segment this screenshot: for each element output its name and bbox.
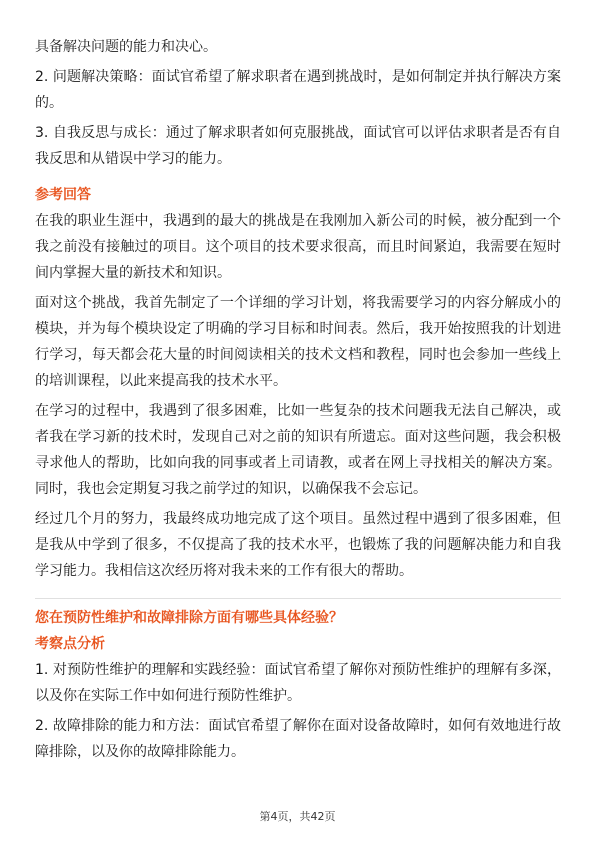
paragraph: 在学习的过程中，我遇到了很多困难，比如一些复杂的技术问题我无法自己解决，或者我在学习新的技术时，发现自己对之前的知识有所遗忘。面对这些问题，我会积极寻求他人的帮助，比如向我的同事或者上司请教，或者在网上寻找相关的解决方案。同时，我也会定期复习我之前学过的知识，以确保我不会忘记。 xyxy=(35,403,561,497)
reference-answer-heading: 参考回答 xyxy=(35,187,91,203)
paragraph: 面对这个挑战，我首先制定了一个详细的学习计划，将我需要学习的内容分解成小的模块，并为每个模块设定了明确的学习目标和时间表。然后，我开始按照我的计划进行学习，每天都会花大量的时间阅读相关的技术文档和教程，同时也会参加一些线上的培训课程，以此来提高我的技术水平。 xyxy=(35,295,561,389)
analysis-heading: 考察点分析 xyxy=(35,636,105,652)
paragraph: 1. 对预防性维护的理解和实践经验：面试官希望了解你对预防性维护的理解有多深，以及你在实际工作中如何进行预防性维护。 xyxy=(35,662,561,704)
paragraph: 2. 问题解决策略：面试官希望了解求职者在遇到挑战时，是如何制定并执行解决方案的。 xyxy=(35,69,561,111)
page-number: 第4页，共42页 xyxy=(259,810,336,823)
paragraph: 经过几个月的努力，我最终成功地完成了这个项目。虽然过程中遇到了很多困难，但是我从中学到了很多，不仅提高了我的技术水平，也锻炼了我的问题解决能力和自我学习能力。我相信这次经历将对我未来的工作有很大的帮助。 xyxy=(35,511,561,579)
paragraph: 具备解决问题的能力和决心。 xyxy=(35,39,217,55)
question-title: 您在预防性维护和故障排除方面有哪些具体经验？ xyxy=(35,610,343,626)
section-divider xyxy=(35,598,561,599)
page-content xyxy=(35,34,561,765)
paragraph: 2. 故障排除的能力和方法：面试官希望了解你在面对设备故障时，如何有效地进行故障排除，以及你的故障排除能力。 xyxy=(35,718,561,760)
paragraph: 3. 自我反思与成长：通过了解求职者如何克服挑战，面试官可以评估求职者是否有自我反思和从错误中学习的能力。 xyxy=(35,125,561,167)
paragraph: 在我的职业生涯中，我遇到的最大的挑战是在我刚加入新公司的时候，被分配到一个我之前没有接触过的项目。这个项目的技术要求很高，而且时间紧迫，我需要在短时间内掌握大量的新技术和知识。 xyxy=(35,213,561,281)
